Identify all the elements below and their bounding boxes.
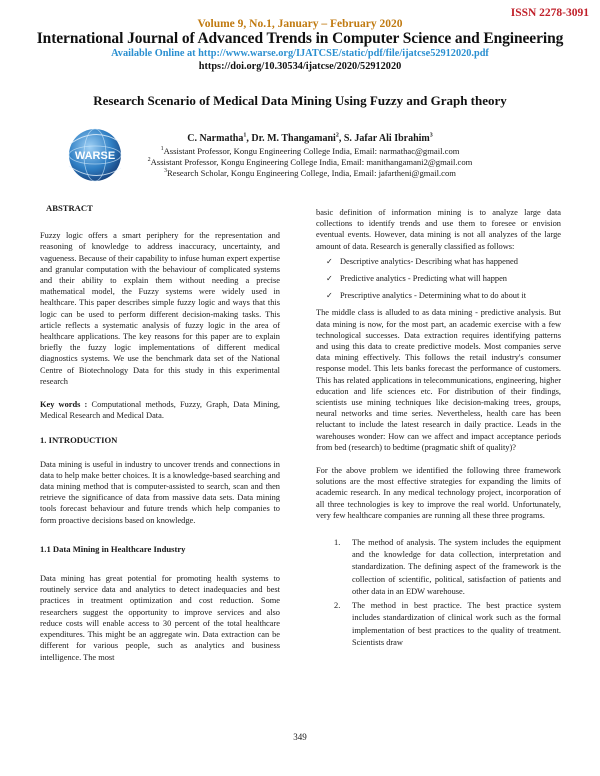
list-item: ✓ Prescriptive analytics - Determining what to do about it (326, 291, 527, 301)
right-paragraph-3: For the above problem we identified the following three framework solutions are the most effective strategies for expanding the limits of academic research. In any medical technology project, incorporation of all three technologies is key to improve the real world. Unfortunately, very few healthcare companies are running all these three programs. (316, 466, 561, 520)
author-3: , S. Jafar Ali Ibrahim (338, 133, 430, 144)
checkmark-icon: ✓ (326, 256, 333, 266)
checkmark-icon: ✓ (326, 291, 333, 301)
keywords: Key words : Computational methods, Fuzzy, Graph, Data Mining, Medical Research and Medical Data. (40, 400, 280, 421)
logo-text: WARSE (74, 150, 116, 162)
right-paragraph-2: The middle class is alluded to as data mining - predictive analysis. But data mining is now, for the most part, an academic exercise with a few technological successes. Data extraction requires identifying patterns and using this data to create predictive models. Most companies serve data mining effectively. This follows the retail industry's consumer response model. This lets banks forecast the performance of customers. This has related applications in telecommunications, engineering, higher education and life sciences etc. For distribution of their findings, scientists use mining techniques like decision-making trees, groups, neural networks and time series. Nevertheless, health care has been reluctant to include the latest research in daily practice. Leads in the warehouses wonder: How can we affect and impact acceptance periods from bed (research) to bedtime (pragmatic shift of quality)? (316, 308, 561, 452)
author-1: C. Narmatha (187, 133, 244, 144)
introduction-text: Data mining is useful in industry to uncover trends and connections in data to help make better choices. It is a knowledge-based searching and data mining method that is computer-assisted to search, scan and then retrieve the significance of data from massive data sets. Data mining tools forecast behaviour and future trends which help companies to form proactive decisions based on knowledge. (40, 459, 280, 525)
journal-title: International Journal of Advanced Trends in Computer Science and Engineering (36, 30, 564, 47)
analytics-list (326, 256, 561, 302)
affiliation-2: $^2$Assistant Professor, Kongu Engineering College India, Email: manithangamani2@gmail.com (147, 157, 473, 167)
checkmark-icon: ✓ (326, 274, 333, 284)
volume-line: Volume 9, No.1, January – February 2020 (197, 18, 403, 30)
right-paragraph-1: basic definition of information mining is to analyze large data collections to identify trends and use them to foresee or envision eventual events. However, data mining is not all analyzes of the large amount of data. Research is generally classified as follows: (316, 208, 561, 251)
available-online-link[interactable]: Available Online at http://www.warse.org/IJATCSE/static/pdf/file/ijatcse52912020.pdf (111, 48, 489, 59)
author-2: , Dr. M. Thangamani (246, 133, 336, 144)
paper-title: Research Scenario of Medical Data Mining Using Fuzzy and Graph theory (93, 93, 507, 108)
affiliation-3: $^3$Research Scholar, Kongu Engineering College, India, Email: jafartheni@gmail.com (164, 168, 456, 178)
list-item: 2. The method in best practice. The best practice system includes standardization of clinical work such as the formal implementation of best practices to the quality of treatment. Scientists draw (334, 601, 561, 647)
subsection-heading: 1.1 Data Mining in Healthcare Industry (40, 543, 186, 554)
page-number: 349 (293, 732, 307, 742)
introduction-heading: 1. INTRODUCTION (40, 435, 118, 446)
abstract-heading: ABSTRACT (46, 203, 93, 213)
list-item: ✓ Descriptive analytics- Describing what has happened (326, 256, 518, 266)
subsection-text: Data mining has great potential for promoting health systems to routinely service data and analytics to detect inadequacies and best practices in treatment optimization and cost reduction. Some researchers suggest the opportunity to improve services and also reduce costs will enable access to 30 percent of the total healthcare expenditures. This might be an aggregate win. Data extraction can be different for various people, such as analytics and business intelligence. The most (40, 574, 280, 662)
author-line: C. Narmatha$^1$, Dr. M. Thangamani$^2$, S. Jafar Ali Ibrahim$^3$ (187, 132, 433, 144)
left-column (40, 203, 280, 663)
abstract-text: Fuzzy logic offers a smart periphery for the representation and reasoning of knowledge to address inaccuracy, uncertainty, and vagueness. Because of their capability to infuse human expert expertise and granular computation with the behaviour of complicated systems and their ability to explain them without needing a precise mathematical model, the Fuzzy systems were widely used in healthcare. This paper describes simple fuzzy logic and ways that this logic can be used to perform different decision-making tasks. This article reflects a systematic analysis of fuzzy logic in the area of healthcare applications. The key reasons for this paper are to explain briefly the fuzzy logic implementations of different medical diagnostics systems. We use the benchmark data set of the National Centre of Biotechnology Data for this study in this experimental research (40, 231, 280, 386)
affiliation-1: $^1$Assistant Professor, Kongu Engineering College India, Email: narmathac@gmail.com (160, 146, 460, 156)
framework-list (316, 537, 561, 649)
doi-link[interactable]: https://doi.org/10.30534/ijatcse/2020/52912020 (198, 61, 402, 72)
right-column (316, 207, 561, 651)
list-item: ✓ Predictive analytics - Predicting what will happen (326, 274, 507, 284)
issn-label: ISSN 2278-3091 (510, 7, 589, 19)
list-item: 1. The method of analysis. The system includes the equipment and the knowledge for data collection, interpretation and standardization. The defining aspect of the framework is the collection of scientific, political, satisfaction of patients and other data in an EDW warehouse. (334, 538, 561, 596)
